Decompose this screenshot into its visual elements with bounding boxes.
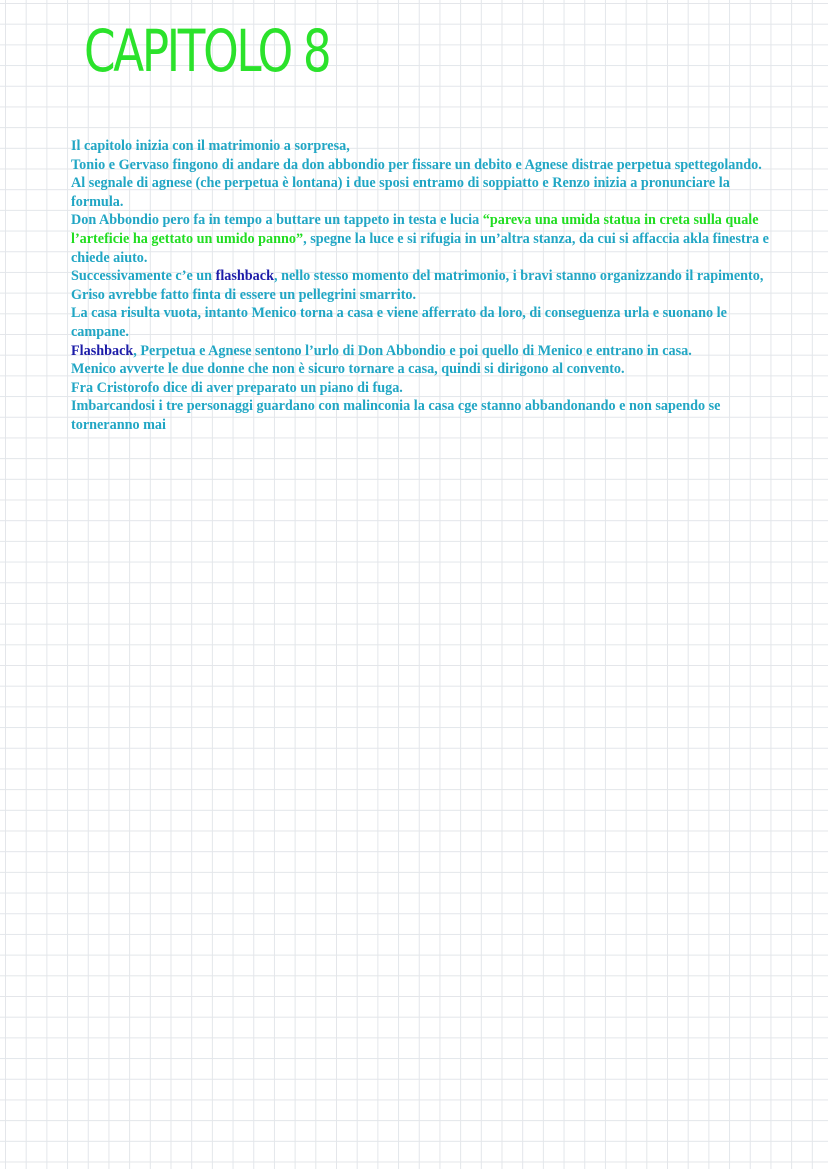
paragraph-5 <box>71 267 771 304</box>
paragraph-7 <box>71 342 771 361</box>
paragraph-4-text-after: , spegne la luce e si rifugia in un’altra stanza, da cui si affaccia akla finestra e chiede aiuto. <box>71 230 769 266</box>
highlighted-quote: “pareva una umida statua in creta sulla quale l’arteficie ha gettato un umido panno” <box>71 212 759 247</box>
page-title: CAPITOLO 8 <box>84 17 330 85</box>
paragraph-2: Tonio e Gervaso fingono di andare da don abbondio per fissare un debito e Agnese distrae perpetua spettegolando. <box>71 156 762 173</box>
keyword-flashback: flashback <box>215 268 274 285</box>
paragraph-9: Fra Cristorofo dice di aver preparato un piano di fuga. <box>71 379 403 396</box>
paragraph-4 <box>71 211 771 267</box>
keyword-flashback-capitalized: Flashback <box>71 342 134 359</box>
paragraph-5-text-before: Successivamente c’e un <box>71 268 216 285</box>
paragraph-1: Il capitolo inizia con il matrimonio a sorpresa, <box>71 138 350 154</box>
paragraph-3: Al segnale di agnese (che perpetua è lontana) i due sposi entramo di soppiatto e Renzo inizia a pronunciare la formula. <box>71 175 730 210</box>
paragraph-8: Menico avverte le due donne che non è sicuro tornare a casa, quindi si dirigono al convento. <box>71 361 625 378</box>
chapter-summary <box>71 137 771 435</box>
paragraph-4-text-before: Don Abbondio pero fa in tempo a buttare un tappeto in testa e lucia <box>71 212 483 229</box>
paragraph-7-text-after: , Perpetua e Agnese sentono l’urlo di Don Abbondio e poi quello di Menico e entrano in casa. <box>133 342 692 359</box>
paragraph-5-text-after: , nello stesso momento del matrimonio, i bravi stanno organizzando il rapimento, Griso avrebbe fatto finta di essere un pellegrini smarrito. <box>71 268 764 303</box>
paragraph-10: Imbarcandosi i tre personaggi guardano con malinconia la casa cge stanno abbandonando e non sapendo se torneranno mai <box>71 398 721 433</box>
paragraph-6: La casa risulta vuota, intanto Menico torna a casa e viene afferrato da loro, di conseguenza urla e suonano le campane. <box>71 305 727 340</box>
